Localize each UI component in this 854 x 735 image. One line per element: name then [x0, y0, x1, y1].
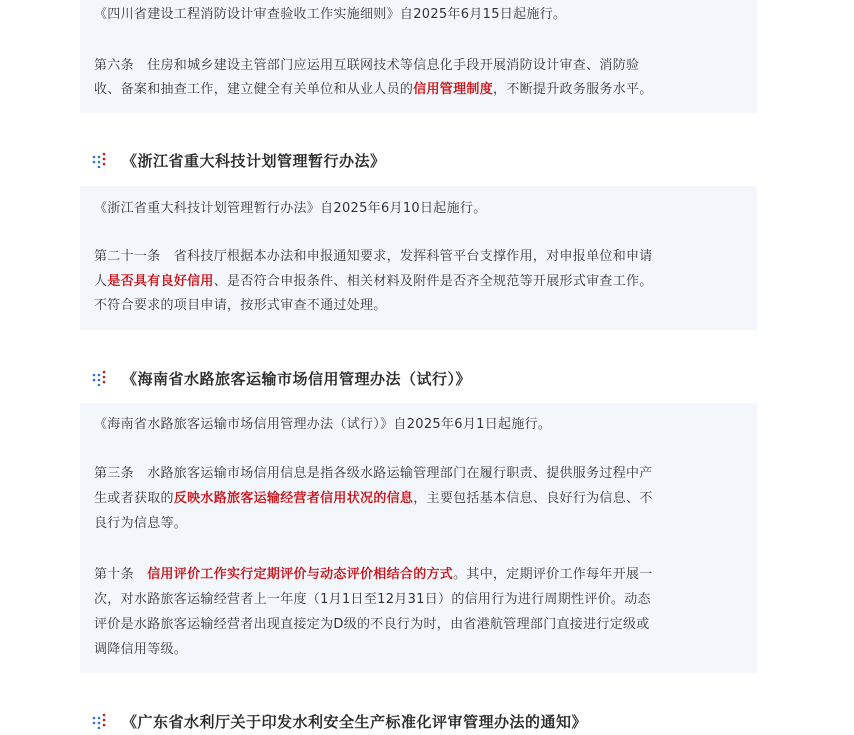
- text-run: 生或者获取的: [94, 491, 174, 506]
- section-heading-zhejiang: [92, 148, 386, 172]
- dot-grid-icon: [92, 152, 108, 168]
- sichuan-article-6-line-1: 第六条 住房和城乡建设主管部门应运用互联网技术等信息化手段开展消防设计审查、消防验: [94, 58, 640, 73]
- zhejiang-intro: 《浙江省重大科技计划管理暂行办法》自2025年6月10日起施行。: [94, 201, 487, 216]
- sichuan-article-6-line-2: [94, 78, 653, 102]
- hainan-excerpt-box: [80, 403, 757, 673]
- hainan-article-10-line-3: 评价是水路旅客运输经营者出现直接定为D级的不良行为时，由省港航管理部门直接进行定级或: [94, 617, 650, 632]
- hainan-intro: 《海南省水路旅客运输市场信用管理办法（试行）》自2025年6月1日起施行。: [94, 417, 552, 432]
- hainan-article-10-line-2: 次，对水路旅客运输经营者上一年度（1月1日至12月31日）的信用行为进行周期性评价。动态: [94, 592, 651, 607]
- text-run: 收、备案和抽查工作，建立健全有关单位和从业人员的: [94, 82, 414, 97]
- zhejiang-excerpt-box: [80, 186, 757, 330]
- highlight-credit-info: 反映水路旅客运输经营者信用状况的信息: [173, 491, 414, 506]
- sichuan-excerpt-box: [80, 0, 757, 113]
- hainan-article-10-line-1: [94, 563, 653, 587]
- highlight-evaluation-method: 信用评价工作实行定期评价与动态评价相结合的方式: [147, 567, 454, 582]
- highlight-credit-system: 信用管理制度: [413, 82, 494, 97]
- dot-grid-icon: [92, 370, 108, 386]
- section-title: 《广东省水利厅关于印发水利安全生产标准化评审管理办法的通知》: [122, 712, 588, 731]
- dot-grid-icon: [92, 713, 108, 729]
- hainan-article-10-line-4: 调降信用等级。: [94, 642, 188, 657]
- zhejiang-article-21-line-1: 第二十一条 省科技厅根据本办法和申报通知要求，发挥科管平台支撑作用，对申报单位和申请: [94, 249, 653, 264]
- zhejiang-article-21-line-3: 不符合要求的项目申请，按形式审查不通过处理。: [94, 298, 387, 313]
- text-run: 人: [94, 274, 108, 289]
- text-run: 第十条: [94, 567, 148, 582]
- text-run: 、是否符合申报条件、相关材料及附件是否齐全规范等开展形式审查工作。: [213, 274, 653, 289]
- section-heading-guangdong: [92, 709, 587, 733]
- highlight-good-credit: 是否具有良好信用: [107, 274, 214, 289]
- section-title: 《海南省水路旅客运输市场信用管理办法（试行）》: [122, 369, 472, 388]
- section-heading-hainan: [92, 366, 471, 390]
- zhejiang-article-21-line-2: [94, 270, 653, 294]
- hainan-article-3-line-3: 良行为信息等。: [94, 516, 188, 531]
- hainan-article-3-line-2: [94, 487, 653, 511]
- text-run: ，主要包括基本信息、良好行为信息、不: [413, 491, 653, 506]
- text-run: ，不断提升政务服务水平。: [493, 82, 653, 97]
- section-title: 《浙江省重大科技计划管理暂行办法》: [122, 151, 386, 170]
- text-run: 。其中，定期评价工作每年开展一: [453, 567, 653, 582]
- hainan-article-3-line-1: 第三条 水路旅客运输市场信用信息是指各级水路运输管理部门在履行职责、提供服务过程中产: [94, 466, 653, 481]
- sichuan-intro: 《四川省建设工程消防设计审查验收工作实施细则》自2025年6月15日起施行。: [94, 7, 567, 22]
